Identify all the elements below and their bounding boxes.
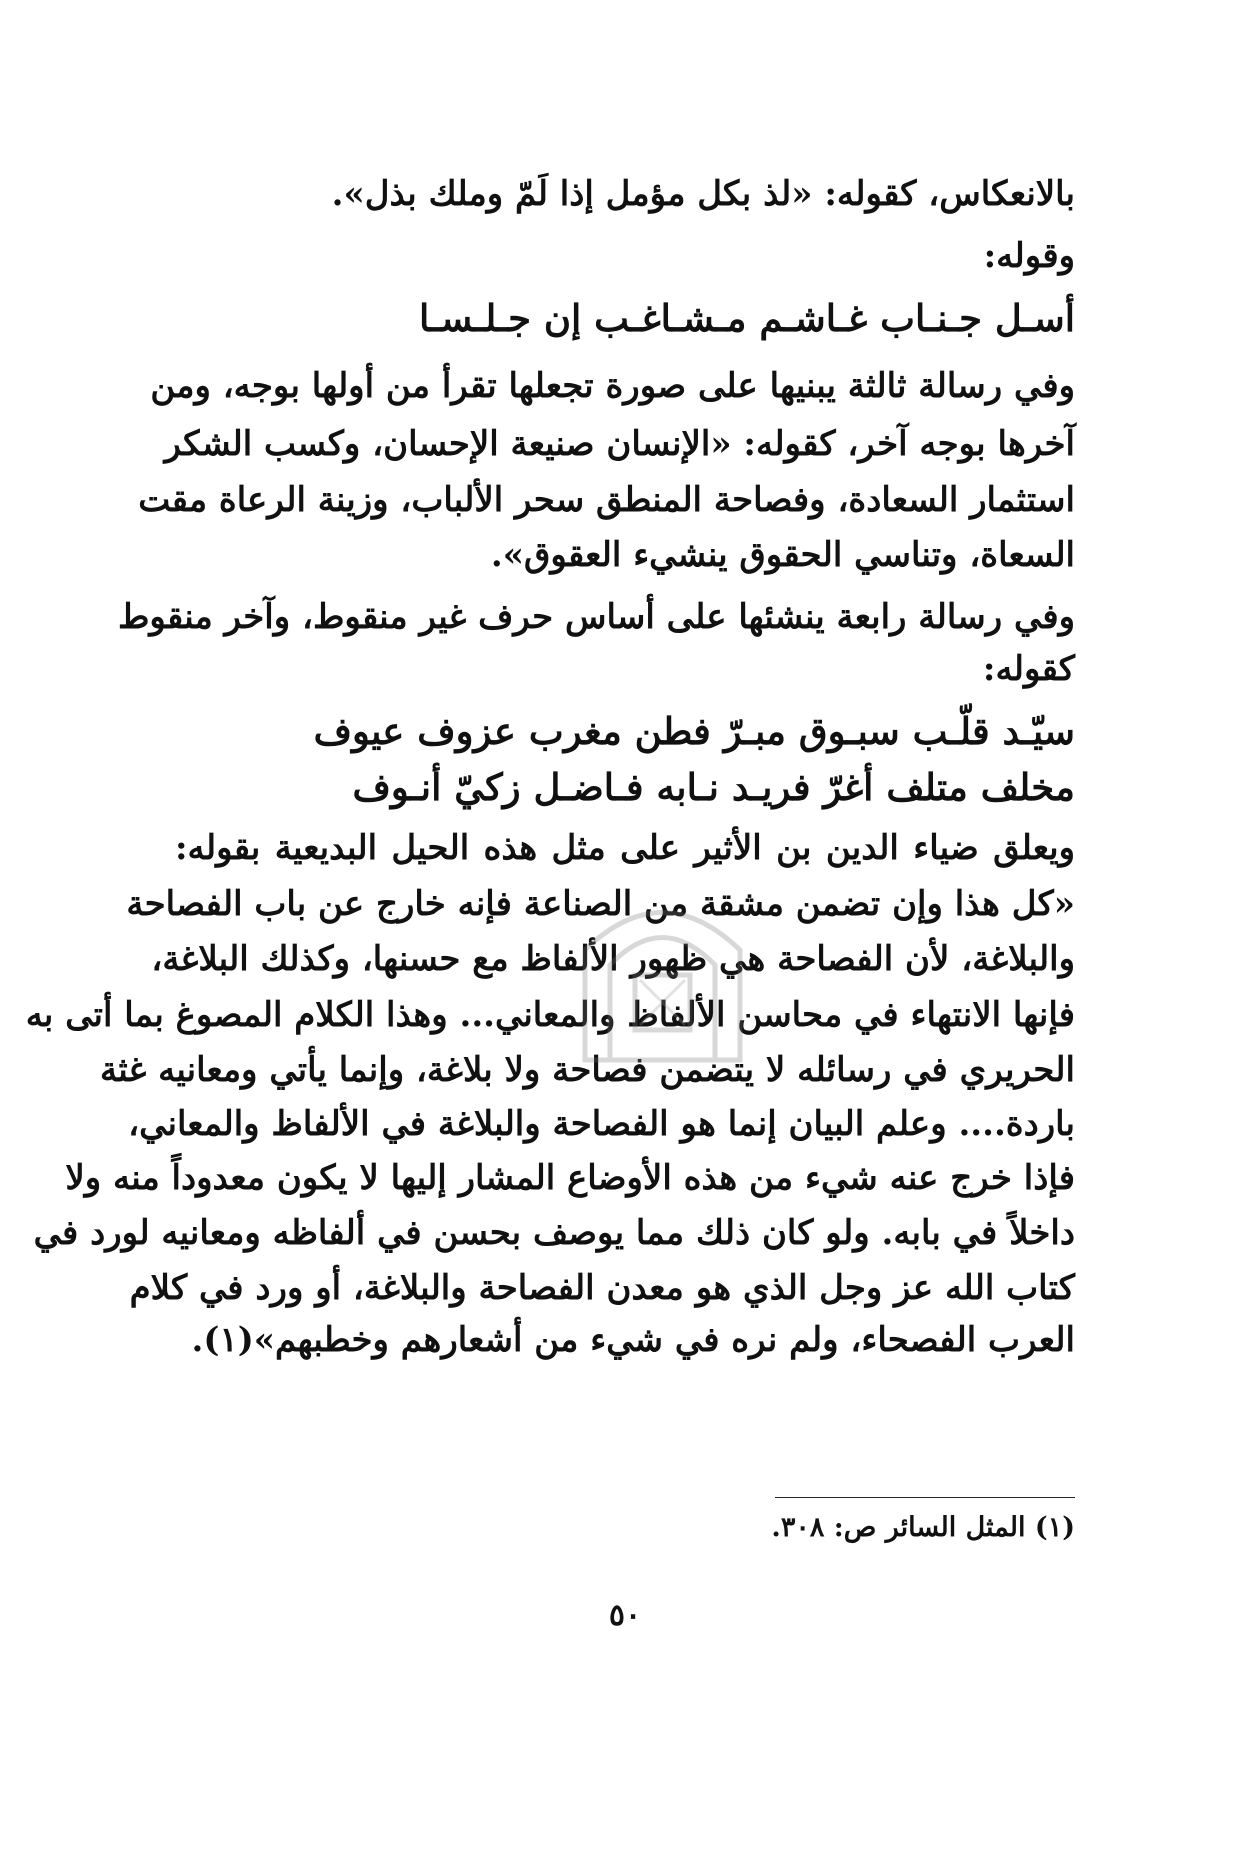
verse-line: أسـل جـنـاب غـاشـم مـشـاغـب إن جـلـسـا	[419, 296, 1075, 340]
text-line: كقوله:	[982, 649, 1075, 689]
text-line: داخلاً في بابه. ولو كان ذلك مما يوصف بحسن في ألفاظه ومعانيه لورد في	[33, 1213, 1075, 1253]
library-stamp-icon	[555, 855, 770, 1080]
text-line: الحريري في رسائله لا يتضمن فصاحة ولا بلاغة، وإنما يأتي ومعانيه غثة	[100, 1050, 1075, 1090]
text-line: ويعلق ضياء الدين بن الأثير على مثل هذه الحيل البديعية بقوله:	[175, 828, 1075, 868]
verse-line: مخلف متلف أغرّ فريـد نـابه فـاضـل زكيّ أنـوف	[352, 765, 1075, 809]
text-line: وفي رسالة رابعة ينشئها على أساس حرف غير منقوط، وآخر منقوط	[117, 597, 1075, 637]
text-line: فإنها الانتهاء في محاسن الألفاظ والمعاني... وهذا الكلام المصوغ بما أتى به	[25, 995, 1075, 1035]
verse-line: سيّـد قلّـب سبـوق مبـرّ فطن مغرب عزوف عيوف	[313, 709, 1075, 753]
footnote-divider	[775, 1497, 1075, 1498]
text-line: آخرها بوجه آخر، كقوله: «الإنسان صنيعة الإحسان، وكسب الشكر	[164, 424, 1075, 464]
text-line: وقوله:	[983, 236, 1075, 276]
text-line: وفي رسالة ثالثة يبنيها على صورة تجعلها تقرأ من أولها بوجه، ومن	[150, 366, 1075, 406]
text-line: السعاة، وتناسي الحقوق ينشيء العقوق».	[490, 535, 1075, 575]
text-line: استثمار السعادة، وفصاحة المنطق سحر الألباب، وزينة الرعاة مقت	[138, 480, 1075, 520]
text-line: العرب الفصحاء، ولم نره في شيء من أشعارهم وخطبهم»(١).	[191, 1320, 1075, 1360]
text-line: باردة.... وعلم البيان إنما هو الفصاحة والبلاغة في الألفاظ والمعاني،	[128, 1104, 1075, 1144]
text-line: فإذا خرج عنه شيء من هذه الأوضاع المشار إليها لا يكون معدوداً منه ولا	[65, 1158, 1075, 1198]
page-number: ٥٠	[608, 1598, 642, 1633]
text-line: والبلاغة، لأن الفصاحة هي ظهور الألفاظ مع حسنها، وكذلك البلاغة،	[151, 939, 1075, 979]
text-line: كتاب الله عز وجل الذي هو معدن الفصاحة والبلاغة، أو ورد في كلام	[129, 1268, 1075, 1308]
text-line: «كل هذا وإن تضمن مشقة من الصناعة فإنه خارج عن باب الفصاحة	[126, 884, 1075, 924]
text-line: بالانعكاس، كقوله: «لذ بكل مؤمل إذا لَمّ وملك بذل».	[331, 174, 1075, 214]
footnote: (١) المثل السائر ص: ٣٠٨.	[771, 1512, 1075, 1543]
